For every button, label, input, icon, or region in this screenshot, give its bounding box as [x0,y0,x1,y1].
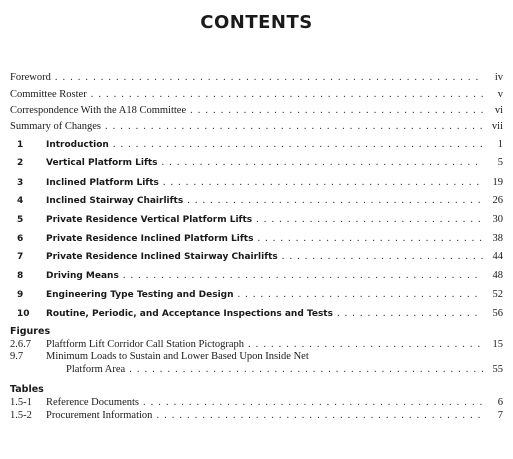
dot-leader [105,121,483,132]
chapter-number: 1 [17,140,24,150]
toc-chapter-6[interactable] [10,233,503,249]
chapter-page: 19 [492,177,503,188]
chapter-page: 30 [492,214,503,225]
toc-entry-label: Summary of Changes [10,121,101,132]
dot-leader [156,410,483,421]
page-title: CONTENTS [200,12,313,33]
chapter-title: Engineering Type Testing and Design [46,290,234,300]
dot-leader [187,195,483,206]
chapter-page: 26 [492,195,503,206]
toc-chapter-1[interactable] [10,139,503,155]
dot-leader [256,214,483,225]
chapter-number: 3 [17,178,24,188]
tables-heading: Tables [10,384,44,395]
figure-page: 55 [492,364,503,375]
chapter-title: Vertical Platform Lifts [46,158,158,168]
chapter-page: 52 [492,289,503,300]
toc-chapter-5[interactable] [10,214,503,230]
toc-entry-correspondence[interactable] [10,105,503,121]
toc-chapter-4[interactable] [10,195,503,211]
toc-chapter-3[interactable] [10,177,503,193]
toc-figure-9-7-continued[interactable] [10,364,503,380]
toc-entry-summary-of-changes[interactable] [10,121,503,137]
figures-heading: Figures [10,326,51,337]
chapter-title: Routine, Periodic, and Acceptance Inspections and Tests [46,309,333,319]
dot-leader [143,397,483,408]
toc-table-1-5-2[interactable] [10,410,503,426]
chapter-title: Private Residence Inclined Stairway Chairlifts [46,252,278,262]
dot-leader [162,157,483,168]
toc-chapter-9[interactable] [10,289,503,305]
dot-leader [55,72,483,83]
toc-entry-label: Correspondence With the A18 Committee [10,105,187,116]
chapter-page: 44 [492,251,503,262]
figure-number: 9.7 [10,351,24,362]
chapter-number: 8 [17,271,24,281]
chapter-title: Driving Means [46,271,119,281]
dot-leader [129,364,483,375]
chapter-title: Private Residence Inclined Platform Lifts [46,234,254,244]
dot-leader [257,233,483,244]
chapter-page: 5 [497,157,503,168]
toc-entry-committee-roster[interactable] [10,89,503,105]
chapter-number: 4 [17,196,24,206]
chapter-page: 38 [492,233,503,244]
dot-leader [282,251,483,262]
toc-entry-page: v [497,89,503,100]
chapter-number: 9 [17,290,24,300]
chapter-title: Introduction [46,140,109,150]
chapter-title: Inclined Platform Lifts [46,178,159,188]
chapter-number: 5 [17,215,24,225]
figure-title: Minimum Loads to Sustain and Lower Based Upon Inside Net [46,351,309,362]
dot-leader [190,105,483,116]
toc-chapter-2[interactable] [10,157,503,173]
toc-entry-foreword[interactable] [10,72,503,88]
chapter-number: 7 [17,252,24,262]
table-number: 1.5-2 [10,410,32,421]
chapter-page: 56 [492,308,503,319]
toc-entry-label: Foreword [10,72,51,83]
toc-chapter-8[interactable] [10,270,503,286]
figure-page: 15 [492,339,503,350]
figure-title-continued: Platform Area [66,364,126,375]
chapter-title: Inclined Stairway Chairlifts [46,196,184,206]
table-title: Procurement Information [46,410,153,421]
table-page: 7 [497,410,503,421]
toc-entry-label: Committee Roster [10,89,87,100]
chapter-number: 6 [17,234,24,244]
table-title: Reference Documents [46,397,139,408]
dot-leader [113,139,483,150]
chapter-number: 10 [17,309,30,319]
dot-leader [238,289,483,300]
dot-leader [248,339,483,350]
dot-leader [91,89,483,100]
dot-leader [123,270,483,281]
figure-number: 2.6.7 [10,339,31,350]
chapter-number: 2 [17,158,24,168]
table-page: 6 [497,397,503,408]
chapter-title: Private Residence Vertical Platform Lifts [46,215,253,225]
toc-chapter-10[interactable] [10,308,503,324]
chapter-page: 1 [497,139,503,150]
toc-entry-page: vii [491,121,503,132]
table-number: 1.5-1 [10,397,32,408]
chapter-page: 48 [492,270,503,281]
toc-chapter-7[interactable] [10,251,503,267]
dot-leader [337,308,483,319]
figure-title: Plaftform Lift Corridor Call Station Pictograph [46,339,245,350]
toc-entry-page: vi [494,105,503,116]
toc-entry-page: iv [494,72,503,83]
dot-leader [163,177,483,188]
